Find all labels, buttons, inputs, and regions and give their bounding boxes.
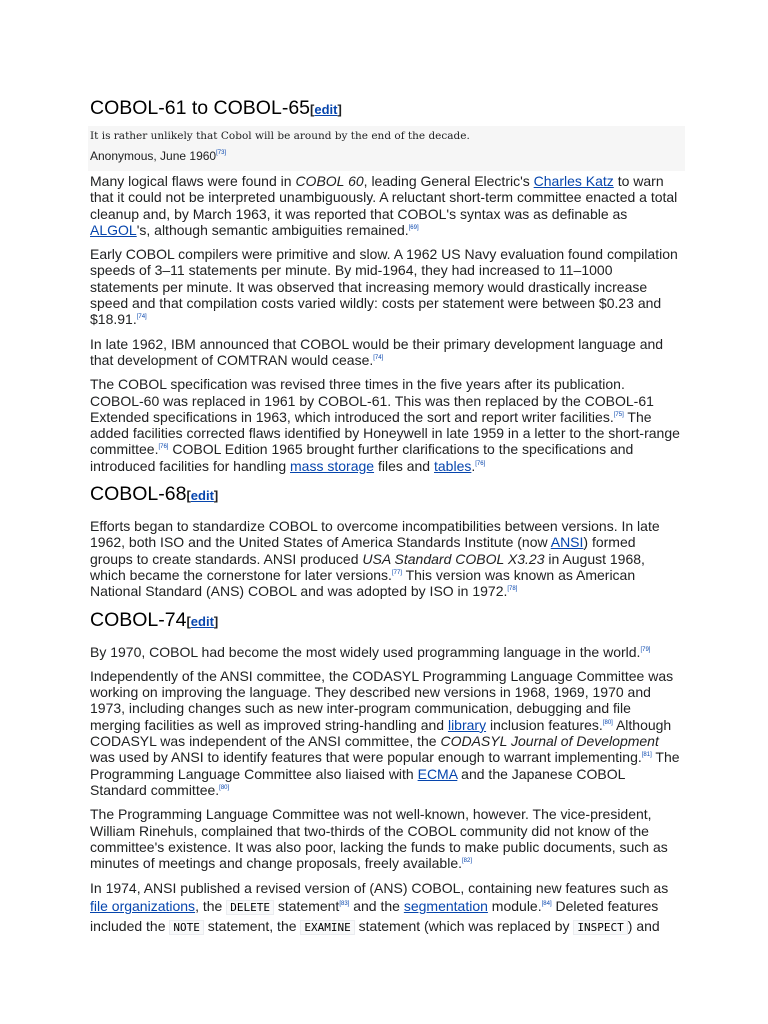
reference-link[interactable]: [82] xyxy=(462,858,473,865)
code-note: NOTE xyxy=(169,920,204,935)
edit-section-link[interactable]: [edit] xyxy=(186,613,219,629)
paragraph xyxy=(90,518,682,599)
section-heading-cobol-74 xyxy=(90,608,682,634)
mass-storage-link[interactable]: mass storage xyxy=(290,457,375,474)
text-fragment: Deleted features included the xyxy=(90,898,659,935)
ansi-link[interactable]: ANSI xyxy=(550,534,584,551)
text-fragment: This version was known as American National Standard (ANS) COBOL and was adopted by ISO in 1972. xyxy=(90,566,636,600)
text-fragment: statement xyxy=(273,898,340,915)
text-fragment: In 1974, ANSI published a revised version of (ANS) COBOL, containing new features such as xyxy=(90,880,669,897)
reference-link[interactable]: [79] xyxy=(640,646,651,653)
paragraph xyxy=(90,644,682,660)
reference-link[interactable]: [84] xyxy=(541,901,552,908)
text-fragment: Efforts began to standardize COBOL to overcome incompatibilities between versions. In late 1962, both ISO and the United States of America Standards Institute (now xyxy=(90,518,660,551)
file-organizations-link[interactable]: file organizations xyxy=(90,898,196,915)
edit-link[interactable]: edit xyxy=(190,488,214,504)
reference-link[interactable]: [78] xyxy=(507,586,518,593)
edit-link[interactable]: edit xyxy=(314,102,338,117)
reference-link[interactable]: [83] xyxy=(339,901,350,908)
section-heading-cobol-61-to-65 xyxy=(90,96,682,122)
text-fragment: COBOL Edition 1965 brought further clarifications to the specifications and introduced facilities for handling xyxy=(90,441,634,474)
text-fragment: 's, although semantic ambiguities remained. xyxy=(136,221,409,238)
article-body xyxy=(90,96,682,937)
code-examine: EXAMINE xyxy=(300,920,354,935)
text-fragment: files and xyxy=(374,457,434,474)
paragraph xyxy=(90,173,682,238)
quote-text: It is rather unlikely that Cobol will be around by the end of the decade. xyxy=(90,130,470,142)
text-fragment: USA Standard COBOL X3.23 xyxy=(362,550,545,567)
reference-link[interactable]: [80] xyxy=(602,719,613,726)
text-fragment: Although CODASYL was independent of the ANSI committee, the xyxy=(90,716,672,750)
text-fragment: The COBOL specification was revised three times in the five years after its publication. COBOL-60 was replaced in 1961 by COBOL-61. This was then replaced by the COBOL-61 Extended specifications in 1963, which introduced the sort and report writer facilities. xyxy=(90,376,654,425)
text-fragment: Many logical flaws were found in xyxy=(90,173,296,189)
text-fragment: statement (which was replaced by xyxy=(354,918,574,935)
edit-section-link[interactable]: [edit] xyxy=(310,102,342,117)
ecma-link[interactable]: ECMA xyxy=(417,765,458,782)
algol-link[interactable]: ALGOL xyxy=(90,221,137,238)
edit-link[interactable]: edit xyxy=(190,613,214,629)
reference-link[interactable]: [75] xyxy=(613,411,624,418)
reference-link[interactable]: [81] xyxy=(641,752,652,759)
code-delete: DELETE xyxy=(226,900,274,915)
text-fragment: COBOL 60 xyxy=(295,173,364,189)
section-title: COBOL-68 xyxy=(90,483,187,506)
paragraph xyxy=(90,806,682,871)
reference-link[interactable]: [76] xyxy=(475,460,486,467)
library-link[interactable]: library xyxy=(447,716,487,733)
text-fragment: Independently of the ANSI committee, the CODASYL Programming Language Committee was working on improving the language. They described new versions in 1968, 1969, 1970 and 1973, including changes such as new inter-program communication, debugging and file merging facilities as well as improved string-handling and xyxy=(90,667,674,733)
paragraph xyxy=(90,246,682,327)
section-heading-cobol-68 xyxy=(90,482,682,508)
text-fragment: The added facilities corrected flaws identified by Honeywell in late 1959 in a letter to the short-range committee. xyxy=(90,408,680,458)
text-fragment: , leading General Electric's xyxy=(363,173,534,189)
section-title: COBOL-61 to COBOL-65 xyxy=(90,97,311,119)
text-fragment: In late 1962, IBM announced that COBOL would be their primary development language and that development of COMTRAN would cease. xyxy=(90,335,664,368)
text-fragment: , the xyxy=(195,898,227,915)
text-fragment: ) and xyxy=(627,918,660,935)
charles-katz-link[interactable]: Charles Katz xyxy=(533,173,614,189)
reference-link[interactable]: [73] xyxy=(216,150,227,156)
paragraph xyxy=(90,336,682,369)
text-fragment: Early COBOL compilers were primitive and slow. A 1962 US Navy evaluation found compilation speeds of 3–11 statements per minute. By mid-1964, they had increased to 11–1000 statements per minute. It was observed that increasing memory would drastically increase speed and that compilation costs varied wildly: costs per statement were between $0.23 and $18.91. xyxy=(90,246,678,328)
paragraph xyxy=(90,879,682,937)
edit-section-link[interactable]: [edit] xyxy=(186,488,219,504)
text-fragment: The Programming Language Committee also liaised with xyxy=(90,749,680,782)
text-fragment: . xyxy=(471,457,476,474)
text-fragment: to warn that it could not be interpreted unambiguously. A reluctant short-term committee enacted a total cleanup and, by March 1963, it was reported that COBOL's syntax was as definable as xyxy=(90,173,678,222)
paragraph xyxy=(90,668,682,798)
text-fragment: CODASYL Journal of Development xyxy=(440,733,659,750)
tables-link[interactable]: tables xyxy=(434,457,472,474)
quote-attribution xyxy=(90,144,683,171)
text-fragment: in August 1968, which became the cornerstone for later versions. xyxy=(90,550,645,583)
text-fragment: The Programming Language Committee was not well-known, however. The vice-president, William Rinehuls, complained that two-thirds of the COBOL community did not know of the committee's existence. It was also poor, lacking the funds to make public documents, such as minutes of meetings and change proposals, freely available. xyxy=(90,806,668,872)
quote-box xyxy=(88,126,685,171)
text-fragment: Anonymous, June 1960 xyxy=(90,149,217,163)
text-fragment: ) formed groups to create standards. ANSI produced xyxy=(90,534,636,567)
text-fragment: and the xyxy=(349,898,404,915)
text-fragment: module. xyxy=(487,898,542,915)
reference-link[interactable]: [74] xyxy=(373,354,384,361)
paragraph xyxy=(90,376,682,474)
segmentation-link[interactable]: segmentation xyxy=(403,898,488,915)
text-fragment: inclusion features. xyxy=(486,716,603,733)
text-fragment: and the Japanese COBOL Standard committee. xyxy=(90,765,625,798)
section-title: COBOL-74 xyxy=(90,608,187,631)
code-inspect: INSPECT xyxy=(573,920,627,935)
reference-link[interactable]: [76] xyxy=(158,444,169,451)
text-fragment: was used by ANSI to identify features that were popular enough to warrant implementing. xyxy=(90,749,642,766)
reference-link[interactable]: [77] xyxy=(391,569,402,576)
text-fragment: statement, the xyxy=(203,918,301,935)
reference-link[interactable]: [74] xyxy=(136,314,147,321)
reference-link[interactable]: [80] xyxy=(219,784,230,791)
text-fragment: By 1970, COBOL had become the most widely used programming language in the world. xyxy=(90,643,641,660)
reference-link[interactable]: [69] xyxy=(408,224,419,231)
